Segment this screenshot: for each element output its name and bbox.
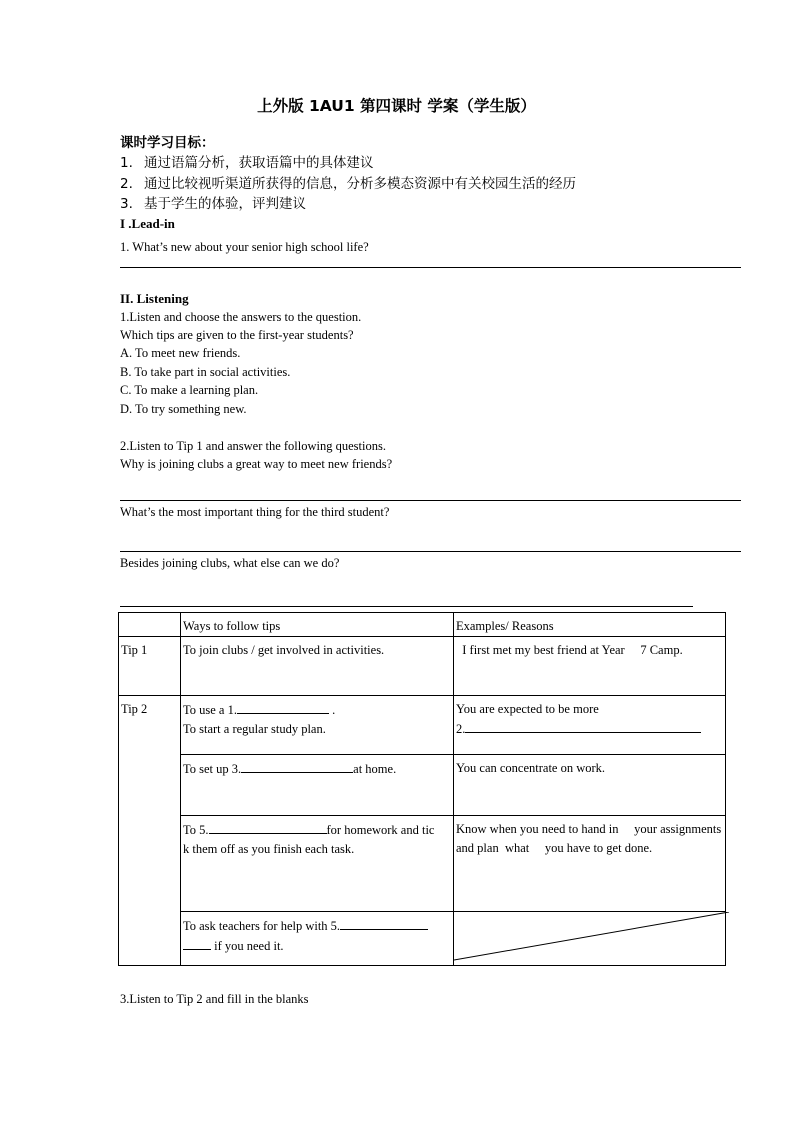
option-d: D. To try something new. bbox=[120, 402, 247, 416]
task2-question-3: Besides joining clubs, what else can we do? bbox=[120, 556, 340, 570]
table-header-cell bbox=[119, 613, 181, 637]
objectives-heading: 课时学习目标： bbox=[120, 135, 215, 151]
tip-way-text: k them off as you finish each task. bbox=[183, 842, 355, 856]
tip-example: Know when you need to hand in your assignments and plan what you have to get done. bbox=[454, 816, 726, 912]
option-b: B. To take part in social activities. bbox=[120, 365, 291, 379]
tip-way bbox=[181, 816, 454, 912]
lead-in-heading: I .Lead-in bbox=[120, 216, 175, 231]
page-title: 上外版 1AU1 第四课时 学案（学生版） bbox=[257, 97, 536, 115]
fill-blank[interactable] bbox=[340, 916, 428, 930]
table-header-row bbox=[119, 613, 726, 637]
answer-line bbox=[120, 500, 741, 501]
tip-way-text: To start a regular study plan. bbox=[183, 722, 326, 736]
tip-way-text: To ask teachers for help with 5. bbox=[183, 919, 341, 933]
task1-instruction: 1.Listen and choose the answers to the question. bbox=[120, 310, 362, 324]
option-a: A. To meet new friends. bbox=[120, 346, 241, 360]
tip-way-text: To 5. bbox=[183, 823, 209, 837]
tip-example-text: You are expected to be more bbox=[456, 702, 599, 716]
objective-number: 1. bbox=[120, 155, 133, 171]
task3-instruction: 3.Listen to Tip 2 and fill in the blanks bbox=[120, 992, 309, 1006]
table-header-cell: Examples/ Reasons bbox=[454, 613, 726, 637]
answer-line bbox=[120, 551, 741, 552]
tip-label: Tip 1 bbox=[119, 637, 181, 696]
lead-in-question: 1. What’s new about your senior high school life? bbox=[120, 240, 369, 254]
fill-blank[interactable] bbox=[241, 759, 353, 773]
tip-way bbox=[181, 696, 454, 755]
objective-number: 3. bbox=[120, 196, 133, 212]
objective-item bbox=[120, 172, 576, 192]
tip-way bbox=[181, 755, 454, 816]
table-row bbox=[119, 637, 726, 696]
tip-way-text: at home. bbox=[353, 762, 397, 776]
table-row bbox=[119, 696, 726, 755]
answer-line bbox=[120, 606, 693, 607]
task2-question-2: What’s the most important thing for the third student? bbox=[120, 505, 390, 519]
task2-instruction: 2.Listen to Tip 1 and answer the following questions. bbox=[120, 439, 386, 453]
tip-way-text: if you need it. bbox=[211, 939, 284, 953]
objective-text: 通过语篇分析，获取语篇中的具体建议 bbox=[144, 155, 374, 171]
tip-example: You can concentrate on work. bbox=[454, 755, 726, 816]
fill-blank[interactable] bbox=[183, 936, 211, 950]
tip-way: To join clubs / get involved in activities. bbox=[181, 637, 454, 696]
fill-blank[interactable] bbox=[209, 820, 327, 834]
table-row bbox=[119, 816, 726, 912]
tip-way bbox=[181, 912, 454, 966]
listening-heading: II. Listening bbox=[120, 291, 189, 306]
diagonal-line bbox=[454, 912, 730, 966]
tip-example-text: 2. bbox=[456, 722, 466, 736]
task2-question-1: Why is joining clubs a great way to meet new friends? bbox=[120, 457, 393, 471]
task1-question: Which tips are given to the first-year students? bbox=[120, 328, 354, 342]
table-row bbox=[119, 755, 726, 816]
tips-table bbox=[118, 612, 726, 966]
tip-label: Tip 2 bbox=[119, 696, 181, 966]
fill-blank[interactable] bbox=[465, 719, 701, 733]
empty-diagonal-cell bbox=[454, 912, 726, 966]
fill-blank[interactable] bbox=[237, 700, 329, 714]
tip-example bbox=[454, 696, 726, 755]
objective-text: 基于学生的体验，评判建议 bbox=[144, 196, 306, 212]
tip-example: I first met my best friend at Year 7 Camp. bbox=[454, 637, 726, 696]
answer-line bbox=[120, 267, 741, 268]
table-header-cell: Ways to follow tips bbox=[181, 613, 454, 637]
tip-way-text: . bbox=[328, 703, 336, 717]
tip-way-text: for homework and tic bbox=[326, 823, 435, 837]
objective-item bbox=[120, 192, 306, 212]
option-c: C. To make a learning plan. bbox=[120, 383, 259, 397]
objective-item bbox=[120, 151, 374, 171]
table-row bbox=[119, 912, 726, 966]
objective-text: 通过比较视听渠道所获得的信息，分析多模态资源中有关校园生活的经历 bbox=[144, 176, 576, 192]
tip-way-text: To use a 1. bbox=[183, 703, 237, 717]
tip-way-text: To set up 3. bbox=[183, 762, 242, 776]
objective-number: 2. bbox=[120, 176, 133, 192]
